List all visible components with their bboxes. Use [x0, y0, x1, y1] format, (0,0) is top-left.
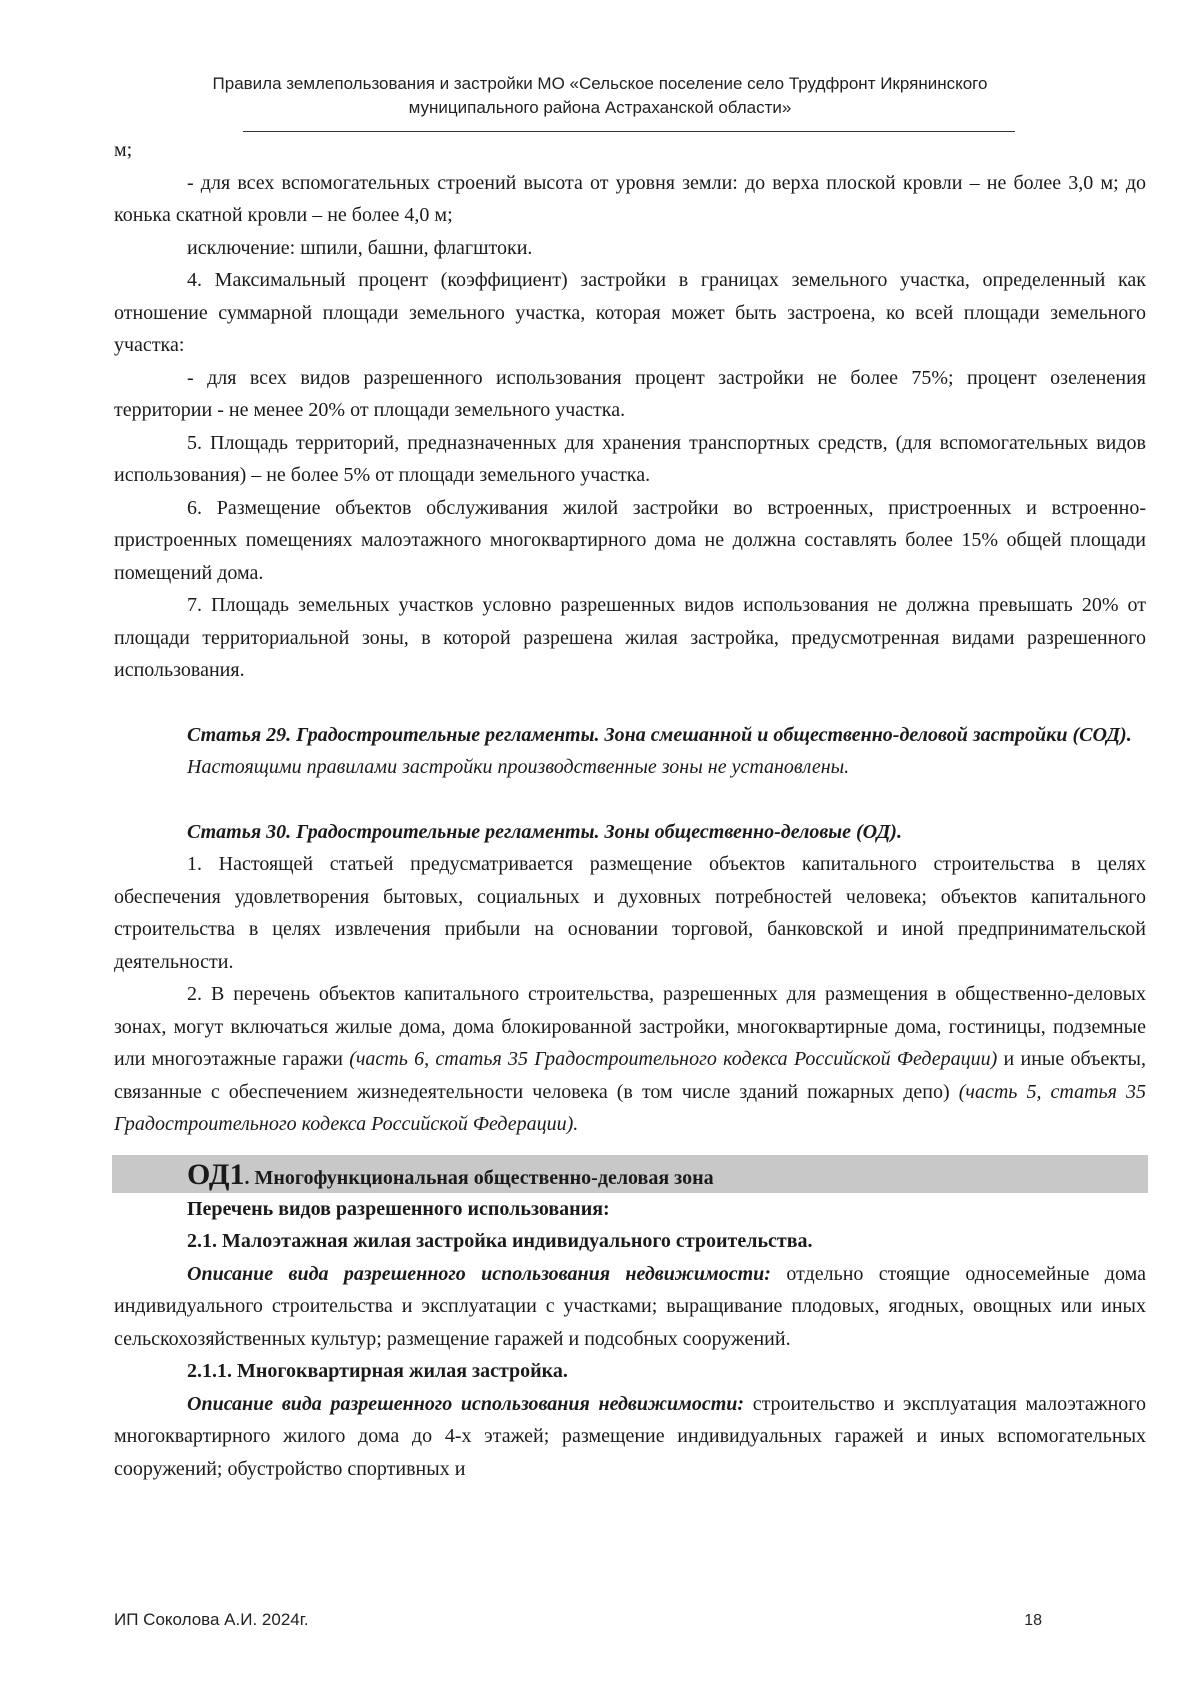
description-text: строительство и эксплуатация малоэтажного многоквартирного жилого дома до 4-х этажей; размещение индивидуальных гаражей и иных вспомогательных сооружений; обустройство спортивных и: [114, 1392, 1146, 1480]
paragraph: 7. Площадь земельных участков условно разрешенных видов использования не должна превышать 20% от площади территориальной зоны, в которой разрешена жилая застройка, предусмотренная видами разрешенного использования.: [114, 594, 1146, 681]
paragraph: 5. Площадь территорий, предназначенных для хранения транспортных средств, (для вспомогательных видов использования) – не более 5% от площади земельного участка.: [114, 431, 1146, 486]
paragraph: 1. Настоящей статьей предусматривается размещение объектов капитального строительства в целях обеспечения удовлетворения бытовых, социальных и духовных потребностей человека; объектов капитального строительства в целях извлечения прибыли на основании торговой, банковской и иной предпринимательской деятельности.: [114, 853, 1146, 973]
paragraph: - для всех вспомогательных строений высота от уровня земли: до верха плоской кровли – не более 3,0 м; до конька скатной кровли – не более 4,0 м;: [114, 171, 1146, 226]
header-line-1: Правила землепользования и застройки МО «Сельское поселение село Трудфронт Икрянинского: [212, 74, 988, 93]
paragraph: - для всех видов разрешенного использования процент застройки не более 75%; процент озеленения территории - не менее 20% от площади земельного участка.: [114, 366, 1146, 421]
spacer: [114, 1141, 1146, 1155]
description-label: Описание вида разрешенного использования недвижимости:: [187, 1262, 771, 1285]
description-label: Описание вида разрешенного использования недвижимости:: [187, 1392, 745, 1415]
item-title: 2.1.1. Многоквартирная жилая застройка.: [187, 1360, 568, 1382]
paragraph: 4. Максимальный процент (коэффициент) застройки в границах земельного участка, определенный как отношение суммарной площади земельного участка, которая может быть застроена, ко всей площади земельного участка:: [114, 269, 1146, 356]
text-run: и иные объекты, связанные с обеспечением жизнедеятельности человека (в том числе зданий пожарных депо): [114, 1048, 1146, 1103]
paragraph: исключение: шпили, башни, флагштоки.: [187, 236, 533, 259]
zone-heading-bar: [112, 1155, 1148, 1193]
page-number: 18: [1024, 1612, 1042, 1629]
header-divider: [243, 131, 1015, 132]
description-text: отдельно стоящие односемейные дома индивидуального строительства и эксплуатации с участками; выращивание плодовых, ягодных, овощных или иных сельскохозяйственных культур; размещение гаражей и подсобных сооружений.: [114, 1262, 1146, 1350]
paragraph: [114, 978, 1146, 1141]
item-description: [114, 1258, 1146, 1356]
list-title: Перечень видов разрешенного использования:: [187, 1197, 610, 1220]
article-30-title: Статья 30. Градостроительные регламенты. Зоны общественно-деловые (ОД).: [187, 820, 902, 843]
item-description: [114, 1388, 1146, 1486]
header-line-2: муниципального района Астраханской области»: [408, 98, 792, 117]
zone-code: ОД1: [187, 1157, 245, 1191]
page-header: [0, 72, 1200, 120]
item-title: 2.1. Малоэтажная жилая застройка индивидуального строительства.: [187, 1230, 813, 1252]
spacer: [114, 784, 1146, 816]
paragraph: м;: [114, 139, 133, 161]
text-run: 2. В перечень объектов капитального строительства, разрешенных для размещения в общественно-деловых зонах, могут включаться жилые дома, дома блокированной застройки, многоквартирные дома, гостиницы, подземные или многоэтажные гаражи: [114, 983, 1146, 1070]
law-reference: (часть 5, статья 35 Градостроительного кодекса Российской Федерации).: [114, 1080, 1147, 1135]
paragraph: 6. Размещение объектов обслуживания жилой застройки во встроенных, пристроенных и встроенно- пристроенных помещениях малоэтажного многоквартирного дома не должна составлять более 15% общей площади помещений дома.: [114, 496, 1146, 584]
law-reference: (часть 6, статья 35 Градостроительного кодекса Российской Федерации): [349, 1048, 998, 1070]
article-29-title: Статья 29. Градостроительные регламенты. Зона смешанной и общественно-деловой застройки (СОД).: [187, 723, 1132, 746]
zone-name: . Многофункциональная общественно-деловая зона: [244, 1166, 714, 1189]
spacer: [114, 687, 1146, 719]
article-29-note: Настоящими правилами застройки производственные зоны не установлены.: [187, 756, 850, 778]
document-body: [114, 134, 1146, 1485]
footer-author: ИП Соколова А.И. 2024г.: [114, 1610, 309, 1629]
page-footer: [114, 1610, 1042, 1630]
